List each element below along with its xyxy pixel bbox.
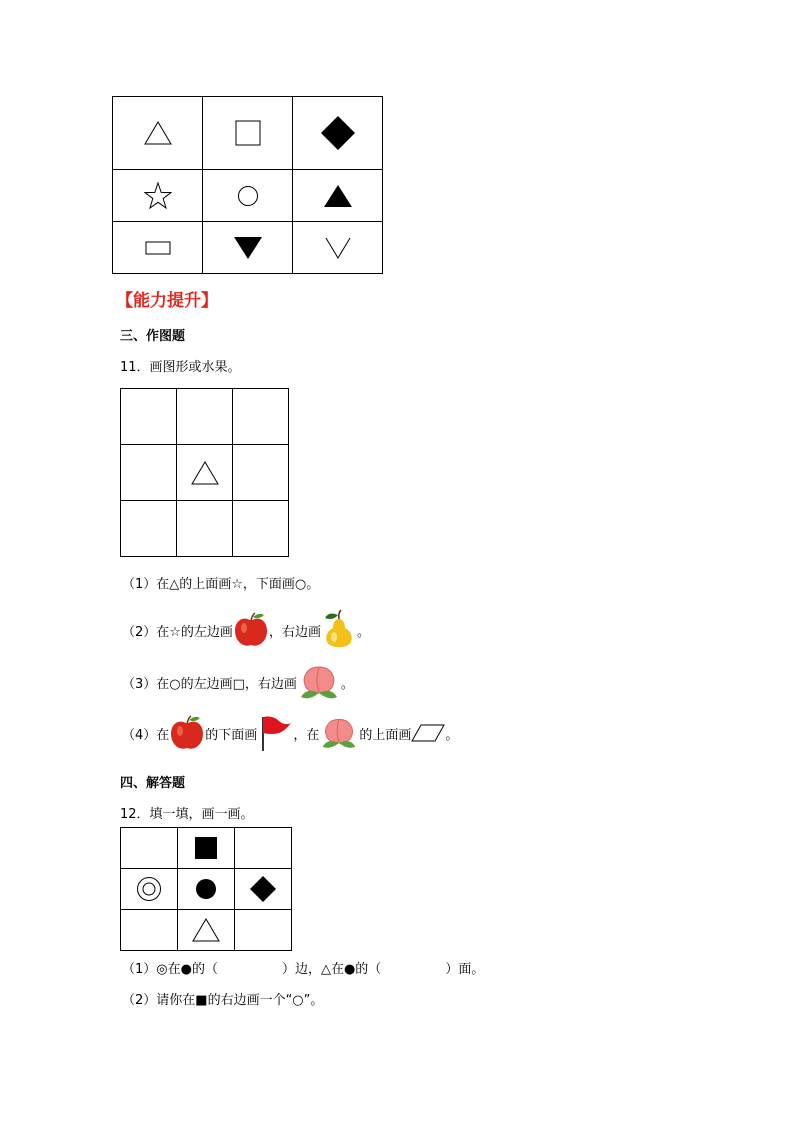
grid-cell[interactable] [235,910,292,951]
sub-number: （1） [122,576,157,592]
grid-cell [121,869,178,910]
sub-text: 在☆的左边画 [156,624,233,640]
sub-text: 。 [356,624,370,640]
q12-sub1 [122,958,484,976]
sub-text: ，右边画 [268,624,321,640]
circle-outline-icon [237,185,259,207]
sub-text: 。 [340,676,354,692]
sub-text: ，在 [293,727,320,743]
grid-cell[interactable] [235,828,292,869]
q11-sub4 [122,713,458,753]
grid-cell[interactable] [121,910,178,951]
grid-cell [178,869,235,910]
v-shape-icon [324,236,352,260]
grid-cell[interactable] [121,828,178,869]
grid-cell[interactable] [233,389,289,445]
grid-cell [178,910,235,951]
q11-prompt: 11．画图形或水果。 [120,360,241,375]
grid-cell [203,170,293,222]
triangle-filled-icon [323,184,353,208]
sub-text: ）边，△在●的（ [281,961,382,977]
sub-text: 在 [156,727,170,743]
grid-cell [293,170,383,222]
apple-icon [233,611,269,649]
triangle-outline-icon [143,120,173,146]
grid-cell[interactable] [233,501,289,557]
apple-icon [169,714,205,752]
grid-cell [235,869,292,910]
q11-sub3 [122,662,354,702]
triangle-outline-icon [191,461,219,485]
sub-text: 。 [445,727,459,743]
part3-heading: 三、作图题 [120,329,186,344]
diamond-filled-icon [249,875,277,903]
double-circle-icon [136,876,162,902]
square-filled-icon [195,837,217,859]
sub-text: 的下面画 [205,727,258,743]
part4-heading: 四、解答题 [120,776,186,791]
shapes-grid-top [112,96,383,274]
rectangle-outline-icon [145,241,171,255]
sub-number: （2） [122,992,157,1008]
sub-text: 请你在■的右边画一个“○”。 [156,992,324,1008]
grid-cell [178,828,235,869]
parallelogram-icon [411,723,445,743]
sub-text: ◎在●的（ [156,961,218,977]
grid-cell[interactable] [121,389,177,445]
grid-cell [113,170,203,222]
sub-number: （1） [122,961,157,977]
peach-icon [319,714,359,752]
q12-sub2 [122,989,323,1007]
flag-icon [257,713,293,753]
q12-grid [120,827,292,951]
sub-number: （3） [122,676,157,692]
q12-prompt: 12．填一填，画一画。 [120,807,254,822]
star-outline-icon [144,182,172,210]
circle-filled-icon [195,878,217,900]
peach-icon [297,663,341,701]
grid-cell [203,97,293,170]
grid-cell[interactable] [233,445,289,501]
grid-cell[interactable] [177,389,233,445]
triangle-down-filled-icon [233,236,263,260]
q11-sub2 [122,610,370,650]
grid-cell [293,222,383,274]
grid-cell [113,222,203,274]
section-title: 【能力提升】 [116,291,218,311]
grid-cell [177,445,233,501]
grid-cell[interactable] [121,501,177,557]
sub-text: ）面。 [445,961,485,977]
sub-text: 的上面画 [359,727,412,743]
grid-cell [113,97,203,170]
triangle-outline-icon [192,918,220,942]
q11-sub1 [122,573,319,591]
pear-icon [321,609,357,651]
grid-cell [203,222,293,274]
grid-cell[interactable] [177,501,233,557]
grid-cell[interactable] [121,445,177,501]
diamond-filled-icon [320,115,356,151]
grid-cell [293,97,383,170]
sub-number: （2） [122,624,157,640]
q11-grid [120,388,289,557]
square-outline-icon [235,120,261,146]
sub-text: 在○的左边画□，右边画 [156,676,297,692]
sub-text: 在△的上面画☆，下面画○。 [156,576,320,592]
sub-number: （4） [122,727,157,743]
